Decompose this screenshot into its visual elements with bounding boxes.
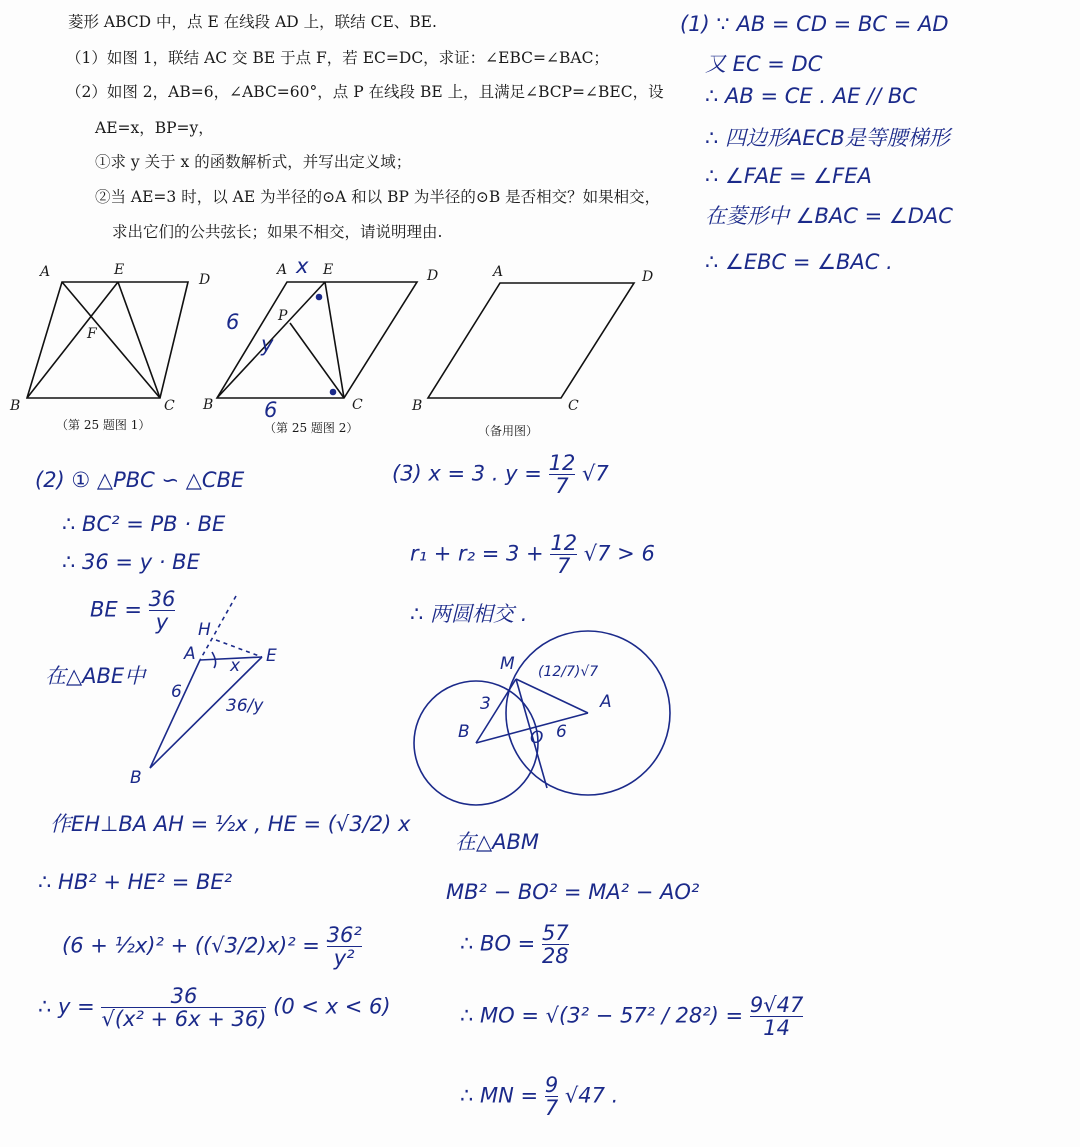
circle-label-3: 3 <box>480 694 491 714</box>
fig1-label-a: A <box>40 264 51 280</box>
circle-radius-label: (12/7)√7 <box>538 664 599 680</box>
hw-proof-line-3: ∴ AB = CE . AE // BC <box>705 84 917 108</box>
sketch-label-be: 36/y <box>226 696 264 716</box>
hw-right-line-2-fraction <box>550 532 577 577</box>
hw-mo-label: ∴ MO = √(3² − <box>460 1003 614 1028</box>
sketch-label-6: 6 <box>171 682 182 702</box>
fig2-caption: （第 25 题图 2） <box>264 421 359 435</box>
hw-proof-line-7: ∴ ∠EBC = ∠BAC . <box>705 250 893 274</box>
fig1-label-d: D <box>199 272 211 288</box>
fig3-label-b: B <box>412 398 423 414</box>
hw-left-line-8a: (6 + ½x)² + ((√3/2)x)² = <box>62 933 320 958</box>
problem-stem: 菱形 ABCD 中，点 E 在线段 AD 上，联结 CE、BE. <box>68 13 437 31</box>
segment-ec <box>118 282 160 398</box>
hw-right-line-1-root: √7 <box>582 461 609 486</box>
fig1-label-c: C <box>164 398 175 414</box>
segment-be <box>27 282 118 398</box>
hw-right-line-2a: r₁ + r₂ = 3 + <box>410 541 544 566</box>
fig2-hw-6-bottom: 6 <box>264 398 278 422</box>
fig2-label-b: B <box>203 397 214 413</box>
fig2-hw-x: x <box>296 254 309 278</box>
circle-label-a: A <box>600 692 612 712</box>
hw-mo-mid: 57² / 28²) <box>619 1003 719 1028</box>
hw-right-line-2 <box>410 532 655 577</box>
hw-mo-num: 9√47 <box>749 993 804 1017</box>
fig1-label-b: B <box>10 398 21 414</box>
hw-left-line-6 <box>50 808 410 838</box>
sketch-label-a: A <box>184 644 196 664</box>
hw-left-line-5: 在△ABE中 <box>45 664 146 688</box>
hw-be-num: 36 <box>148 587 176 611</box>
hw-mn-num: 9 <box>544 1073 559 1097</box>
sketch-circles <box>414 631 670 805</box>
fig3-label-c: C <box>568 398 579 414</box>
fig2-label-a: A <box>277 262 288 278</box>
hw-y-num: 36 <box>170 984 198 1008</box>
hw-left-line-2: ∴ BC² = PB · BE <box>62 512 226 536</box>
problem-part1: （1）如图 1，联结 AC 交 BE 于点 F，若 EC=DC，求证：∠EBC=∠BAC； <box>66 49 609 67</box>
hw-left-line-6a: 作EH⊥BA AH = ½x , <box>50 812 262 836</box>
problem-part2-line2: AE=x，BP=y， <box>95 119 214 137</box>
hw-right-line-1-den: 7 <box>549 474 576 497</box>
fig3-label-a: A <box>493 264 504 280</box>
hw-y-den: √(x² + 6x + 36) <box>101 1007 267 1032</box>
hw-right-line-2-num: 12 <box>550 531 578 555</box>
hw-y-label: ∴ y = <box>38 994 95 1019</box>
sketch-label-b: B <box>130 768 142 788</box>
hw-left-line-3: ∴ 36 = y · BE <box>62 550 200 574</box>
fig2-label-p: P <box>278 308 288 324</box>
hw-right-line-6 <box>460 922 569 967</box>
fig2-label-e: E <box>323 262 334 278</box>
hw-proof-line-2: 又 EC = DC <box>705 52 823 76</box>
fig1-caption: （第 25 题图 1） <box>56 418 151 432</box>
hw-proof-line-1: (1) ∵ AB = CD = BC = AD <box>680 12 949 36</box>
angle-mark-e <box>317 295 322 300</box>
hw-left-line-8 <box>62 924 362 969</box>
hw-mn-label: ∴ MN = <box>460 1083 539 1108</box>
hw-bo-num: 57 <box>541 921 569 945</box>
hw-right-line-7 <box>460 994 803 1039</box>
hw-mn-den: 7 <box>544 1096 559 1121</box>
hw-be-den: y <box>149 610 176 633</box>
hw-mo-den: 14 <box>750 1016 803 1039</box>
fig2-hw-6-left: 6 <box>226 310 240 334</box>
hw-right-line-2-den: 7 <box>550 554 577 577</box>
problem-q2-line2: 求出它们的公共弦长；如果不相交，请说明理由. <box>112 223 443 241</box>
hw-be-fraction <box>149 588 176 633</box>
hw-right-line-8 <box>460 1074 618 1119</box>
circle-label-6: 6 <box>556 722 567 742</box>
rhombus-abcd-fig3 <box>428 283 634 398</box>
problem-q2-line1: ②当 AE=3 时，以 AE 为半径的⊙A 和以 BP 为半径的⊙B 是否相交？如果相交， <box>95 188 661 206</box>
hw-right-line-4: 在△ABM <box>455 830 540 854</box>
hw-left-line-9 <box>38 985 391 1030</box>
hw-bo-den: 28 <box>541 944 569 969</box>
figure-1 <box>27 282 188 398</box>
hw-left-line-7: ∴ HB² + HE² = BE² <box>38 870 233 894</box>
hw-proof-line-5: ∴ ∠FAE = ∠FEA <box>705 164 872 188</box>
sketch-label-h: H <box>198 620 211 640</box>
hw-right-line-1 <box>392 452 609 497</box>
hw-be-label: BE = <box>90 597 142 622</box>
hw-mn-fraction <box>545 1074 558 1119</box>
fig2-label-d: D <box>427 268 439 284</box>
hw-bo-fraction <box>542 922 569 967</box>
fig2-label-c: C <box>352 397 363 413</box>
circle-label-b: B <box>458 722 470 742</box>
problem-part2-line1: （2）如图 2，AB=6，∠ABC=60°，点 P 在线段 BE 上，且满足∠BCP=∠BEC，设 <box>66 83 664 101</box>
hw-right-line-5: MB² − BO² = MA² − AO² <box>446 880 700 904</box>
segment-pc <box>290 323 344 398</box>
perpendicular-eh <box>216 640 262 657</box>
hw-left-line-8-den: y² <box>327 946 362 969</box>
fig1-label-f: F <box>87 326 97 342</box>
fig1-label-e: E <box>114 262 125 278</box>
hw-proof-line-4: ∴ 四边形AECB是等腰梯形 <box>705 126 950 150</box>
sketch-label-x: x <box>230 656 241 676</box>
segment-ab <box>150 660 200 768</box>
sketch-label-e: E <box>266 646 277 666</box>
hw-mo-fraction <box>750 994 803 1039</box>
hw-right-line-1a: (3) x = 3 . y = <box>392 461 542 486</box>
hw-mn-root: √47 . <box>564 1083 619 1108</box>
problem-q1: ①求 y 关于 x 的函数解析式，并写出定义域； <box>95 153 412 171</box>
hw-left-line-8-num: 36² <box>326 923 362 947</box>
hw-right-line-1-fraction <box>549 452 576 497</box>
fig2-hw-y: y <box>261 332 274 356</box>
hw-y-domain: (0 < x < 6) <box>273 994 391 1019</box>
hw-left-line-8-fraction <box>327 924 362 969</box>
segment-ac <box>62 282 160 398</box>
hw-mo-equals: = <box>725 1003 744 1028</box>
figure-3 <box>428 283 634 398</box>
fig3-caption: （备用图） <box>478 424 539 438</box>
hw-right-line-2b: √7 > 6 <box>583 541 655 566</box>
hw-proof-line-6: 在菱形中 ∠BAC = ∠DAC <box>705 204 953 228</box>
circle-label-m: M <box>500 654 515 674</box>
hw-y-fraction <box>101 985 266 1030</box>
hw-left-line-4 <box>90 588 175 633</box>
fig3-label-d: D <box>642 269 654 285</box>
hw-bo-label: ∴ BO = <box>460 931 536 956</box>
hw-left-line-1: (2) ① △PBC ∽ △CBE <box>35 468 245 492</box>
hw-right-line-3: ∴ 两圆相交 . <box>410 602 528 626</box>
segment-ec-fig2 <box>325 282 344 398</box>
hw-right-line-1-num: 12 <box>548 451 576 475</box>
figure-2 <box>217 282 417 398</box>
rhombus-abcd-fig1 <box>27 282 188 398</box>
angle-mark-c <box>331 390 336 395</box>
hw-left-line-6b: HE = (√3/2) x <box>267 812 411 836</box>
circle-label-o: O <box>530 728 544 748</box>
